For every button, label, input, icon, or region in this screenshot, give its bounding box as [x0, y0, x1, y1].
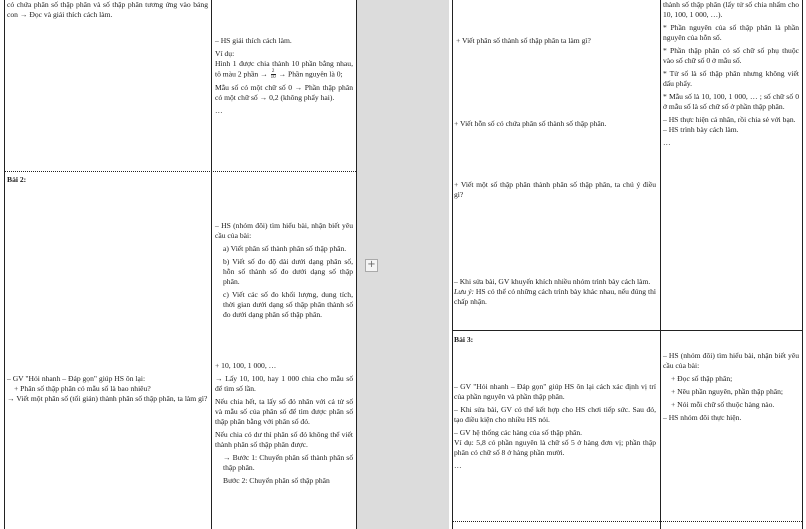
ellipsis-text: … — [454, 461, 462, 471]
table-cell-hs-explain — [215, 36, 353, 119]
gv-sys-text: – GV hệ thống các hàng của số thập phân. — [454, 428, 583, 438]
example-line-1-post: → Phần nguyên là 0; — [278, 69, 343, 79]
ellipsis-text: … — [215, 106, 223, 116]
rule-top: thành số thập phân (lấy tử số chia nhẩm cho 10, 100, 1 000, …). — [663, 0, 799, 20]
table-cell-bai2-hs — [215, 221, 353, 323]
gv-quick3-text: – GV "Hỏi nhanh – Đáp gọn" giúp HS ôn lại cách xác định vị trí của phần nguyên và phần thập phân. — [454, 382, 656, 402]
fraction-two-tenths — [271, 69, 276, 80]
note-text: HS có thể có những cách trình bày khác nhau, nếu đúng thì chấp nhận. — [454, 287, 656, 307]
table-column-divider — [660, 0, 661, 529]
table-row-divider — [452, 521, 802, 522]
note-paragraph — [454, 287, 656, 307]
bai2-part-c: c) Viết các số đo khối lượng, dung tích, thời gian dưới dạng số thập phân thành số đo dưới dạng phân số thập phân. — [223, 290, 353, 320]
bai3-item-d: – HS nhóm đôi thực hiện. — [663, 413, 742, 423]
table-cell-bai3-title — [454, 335, 656, 345]
rule-bullet-3: * Tử số là số thập phân nhưng không viết dấu phẩy. — [663, 69, 799, 89]
gv-question-2: → Viết một phân số (tối giản) thành phân số thập phân, ta làm gì? — [7, 394, 208, 404]
bai3-item-a: + Đọc số thập phân; — [671, 374, 733, 384]
answer-2: → Lấy 10, 100, hay 1 000 chia cho mẫu số để tìm số lần. — [215, 374, 353, 394]
example-line-2: Mẫu số có một chữ số 0 → Phần thập phân có một chữ số → 0,2 (không phẩy hai). — [215, 83, 353, 103]
table-cell-rules — [663, 0, 799, 151]
document-page-left — [0, 0, 357, 529]
bai3-intro: – HS (nhóm đôi) tìm hiểu bài, nhận biết yêu cầu của bài: — [663, 351, 799, 371]
bai2-part-a: a) Viết phân số thành phân số thập phân. — [223, 244, 347, 254]
fraction-numerator: 2 — [271, 69, 275, 75]
table-cell-q-write-frac — [454, 180, 656, 203]
q-write-dec-text: + Viết phân số thành số thập phân ta làm gì? — [456, 36, 591, 45]
table-border-left — [4, 0, 5, 529]
gv-fix-text: – Khi sửa bài, GV khuyến khích nhiều nhóm trình bày cách làm. — [454, 277, 651, 286]
gv-intro-text: có chứa phân số thập phân và số thập phân tương ứng vào bảng con → Đọc và giải thích cách làm. — [7, 0, 208, 20]
gv-fix3-text: – Khi sửa bài, GV có thể kết hợp cho HS chơi tiếp sức. Sau đó, tạo điều kiện cho nhiều HS nói. — [454, 405, 656, 425]
bai2-heading: Bài 2: — [7, 175, 27, 184]
rule-bullet-1: * Phần nguyên của số thập phân là phần nguyên của hỗn số. — [663, 23, 799, 43]
note-label: Lưu ý: — [454, 287, 474, 297]
table-cell-bai2-title — [7, 175, 208, 185]
answer-4: Nếu chia có dư thì phân số đó không thể viết thành phân số thập phân được. — [215, 430, 353, 450]
example-label: Ví dụ: — [215, 49, 235, 59]
q-mixed-text: + Viết hỗn số có chứa phân số thành số thập phân. — [454, 119, 607, 128]
expand-button[interactable]: + — [365, 259, 378, 272]
table-column-divider — [211, 0, 212, 529]
bai3-item-b: + Nêu phần nguyên, phần thập phân; — [671, 387, 784, 397]
rule-bullet-2: * Phần thập phân có số chữ số phụ thuộc vào số chữ số 0 ở mẫu số. — [663, 46, 799, 66]
table-cell-bai3-hs — [663, 351, 799, 426]
table-cell-bai3-gv — [454, 382, 656, 474]
table-row-divider — [4, 171, 356, 172]
answer-3: Nếu chia hết, ta lấy số đó nhân với cả tử số và mẫu số của phân số để tìm được phân số thập phân bằng với phân số đó. — [215, 397, 353, 427]
table-cell-q-write-dec — [456, 36, 656, 49]
table-cell-gv-fix — [454, 277, 656, 310]
bai3-heading: Bài 3: — [454, 335, 474, 344]
bai2-intro: – HS (nhóm đôi) tìm hiểu bài, nhận biết yêu cầu của bài: — [215, 221, 353, 241]
q-write-frac-text: + Viết một số thập phân thành phân số thập phân, ta chú ý điều gì? — [454, 180, 656, 200]
answer-1: + 10, 100, 1 000, … — [215, 361, 277, 370]
ellipsis-text: … — [663, 138, 671, 148]
document-page-right — [449, 0, 806, 529]
rule-bullet-4: * Mẫu số là 10, 100, 1 000, … ; số chữ số 0 ở mẫu số là số chữ số ở phần thập phân. — [663, 92, 799, 112]
gv-question-1: + Phân số thập phân có mẫu số là bao nhiêu? — [14, 384, 151, 394]
bai3-item-c: + Nói mỗi chữ số thuộc hàng nào. — [671, 400, 775, 410]
present-text: – HS trình bày cách làm. — [663, 125, 739, 135]
table-row-divider — [452, 330, 802, 331]
answer-5: → Bước 1: Chuyển phân số thành phân số thập phân. — [223, 453, 353, 473]
bai2-part-b: b) Viết số đo độ dài dưới dạng phân số, hỗn số thành số đo dưới dạng số thập phân. — [223, 257, 353, 287]
individual-text: – HS thực hiện cá nhân, rồi chia sẻ với bạn. — [663, 115, 796, 125]
answer-6: Bước 2: Chuyển phân số thập phân — [223, 476, 330, 486]
example3-text: Ví dụ: 5,8 có phần nguyên là chữ số 5 ở hàng đơn vị; phần thập phân có chữ số 8 ở hàng phần mười. — [454, 438, 656, 458]
example-line-1-pre: Hình 1 được chia thành 10 phần bằng nhau, tô màu 2 phần → — [215, 59, 353, 79]
table-border-right — [802, 0, 803, 529]
gv-quick-text: – GV "Hỏi nhanh – Đáp gọn" giúp HS ôn lại: — [7, 374, 146, 383]
table-cell-gv-quick — [7, 374, 208, 407]
hs-explain-text: – HS giải thích cách làm. — [215, 36, 292, 45]
table-border-left — [452, 0, 453, 529]
table-cell-answers — [215, 361, 353, 489]
table-cell-gv-intro — [7, 0, 208, 23]
example-line-1 — [215, 59, 353, 80]
table-cell-q-mixed — [454, 119, 656, 132]
fraction-denominator: 10 — [270, 75, 276, 81]
